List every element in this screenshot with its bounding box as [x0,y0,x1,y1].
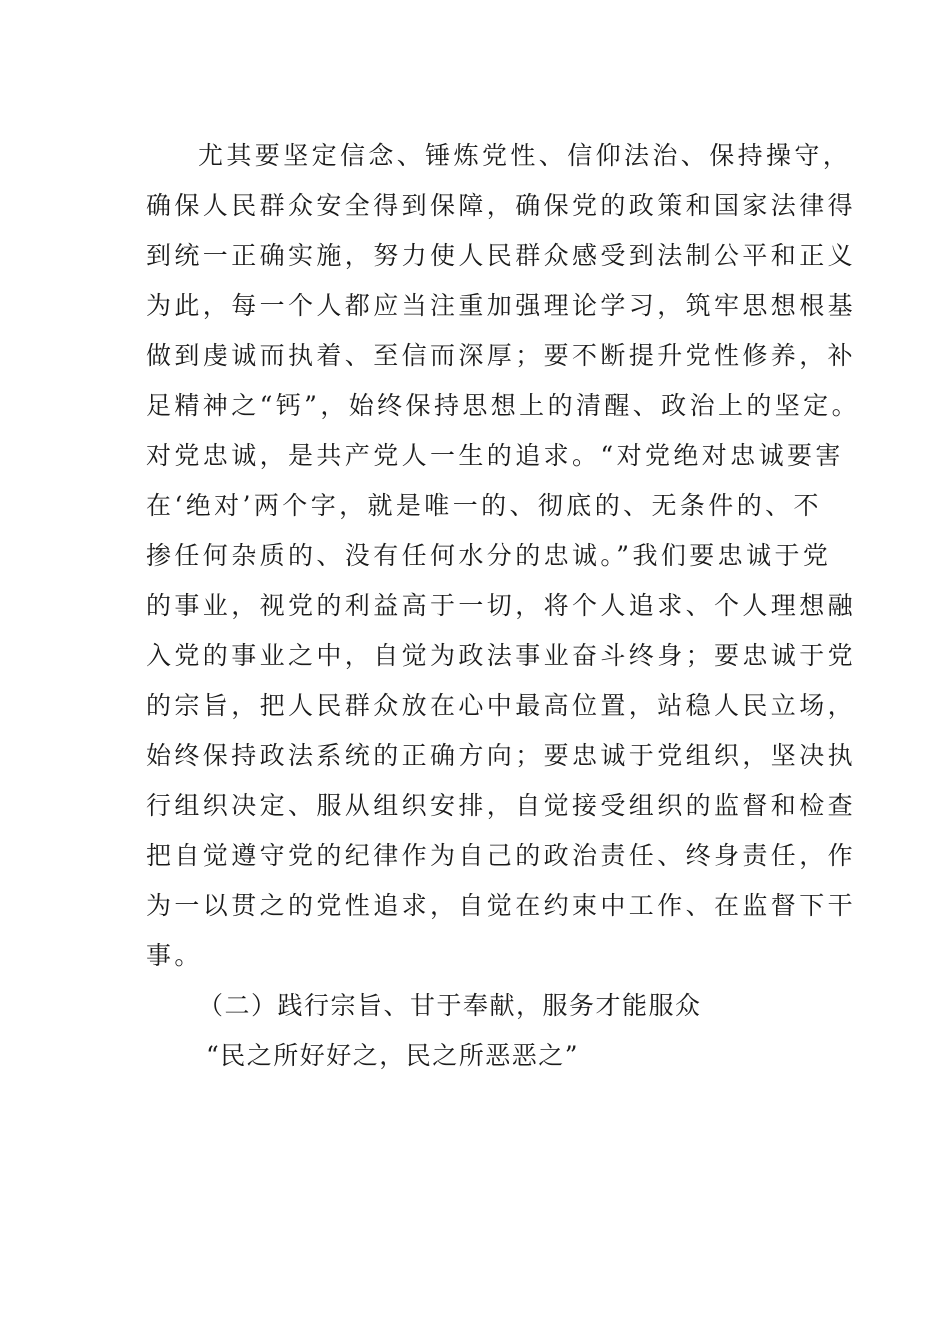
paragraph-line: 尤其要坚定信念、锤炼党性、信仰法治、保持操守， [198,141,852,170]
paragraph-line: 掺任何杂质的、没有任何水分的忠诚。”我们要忠诚于党 [146,541,832,570]
paragraph-line: 把自觉遵守党的纪律作为自己的政治责任、终身责任，作 [146,841,857,870]
paragraph-line: 到统一正确实施，努力使人民群众感受到法制公平和正义 [146,241,857,270]
paragraph-line: 入党的事业之中，自觉为政法事业奋斗终身；要忠诚于党 [146,641,857,670]
paragraph-line: 足精神之“钙”，始终保持思想上的清醒、政治上的坚定。 [146,391,860,420]
paragraph-line: 行组织决定、服从组织安排，自觉接受组织的监督和检查 [146,791,857,820]
section-heading: （二）践行宗旨、甘于奉献，服务才能服众 [198,991,702,1020]
paragraph-line: 始终保持政法系统的正确方向；要忠诚于党组织，坚决执 [146,741,857,770]
paragraph-line: 为此，每一个人都应当注重加强理论学习，筑牢思想根基 [146,291,857,320]
paragraph-line: 为一以贯之的党性追求，自觉在约束中工作、在监督下干 [146,891,857,920]
paragraph-line: 的事业，视党的利益高于一切，将个人追求、个人理想融 [146,591,857,620]
quote-line: “民之所好好之，民之所恶恶之” [206,1041,580,1070]
paragraph-line: 的宗旨，把人民群众放在心中最高位置，站稳人民立场， [146,691,857,720]
body-text [146,131,860,1081]
paragraph-line: 在‘绝对’两个字，就是唯一的、彻底的、无条件的、不 [146,491,822,520]
paragraph-line: 做到虔诚而执着、至信而深厚；要不断提升党性修养，补 [146,341,857,370]
paragraph-line: 确保人民群众安全得到保障，确保党的政策和国家法律得 [146,191,857,220]
paragraph-line: 对党忠诚，是共产党人一生的追求。“对党绝对忠诚要害 [146,441,844,470]
paragraph-line: 事。 [146,941,203,970]
